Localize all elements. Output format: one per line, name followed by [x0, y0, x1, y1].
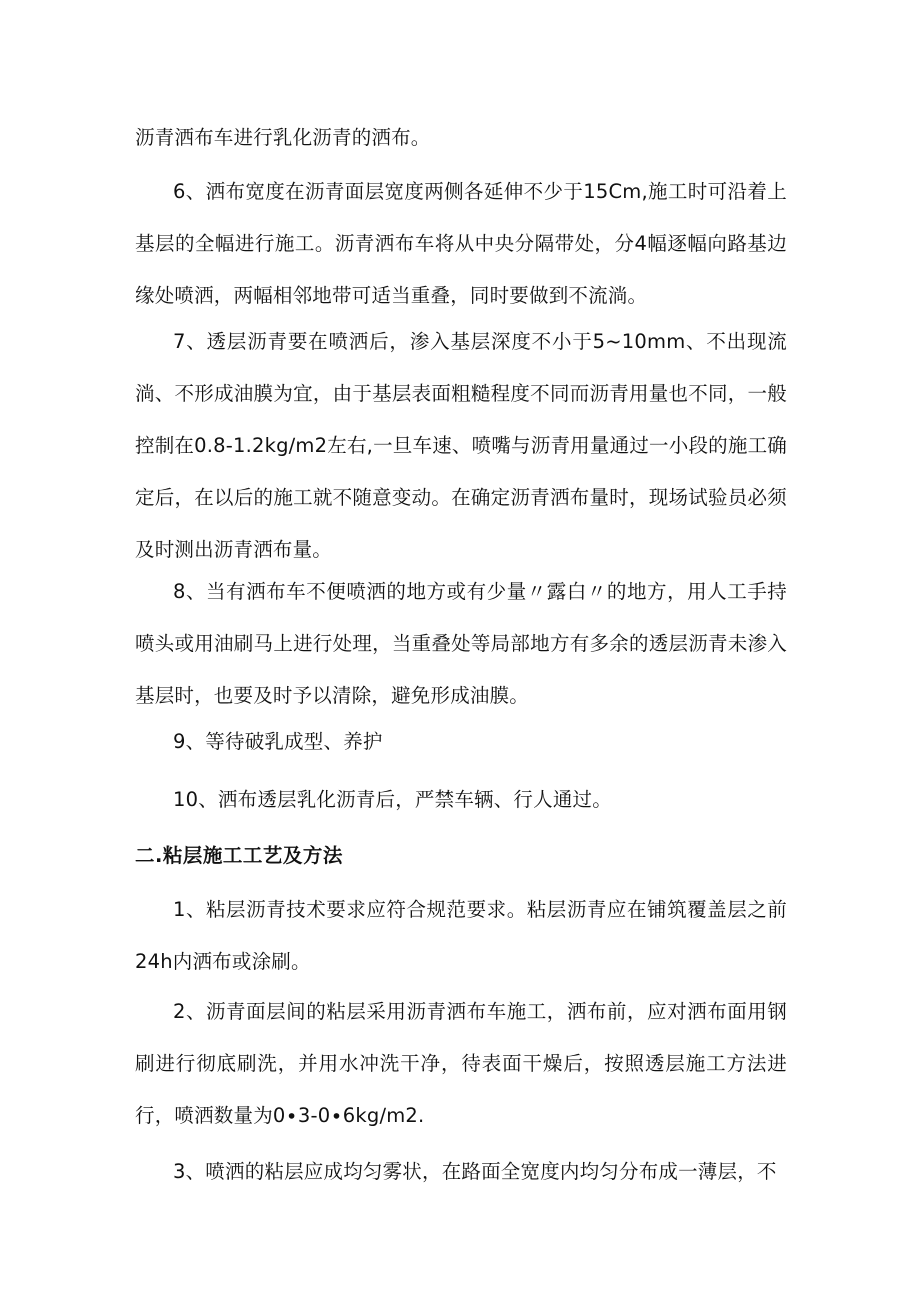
paragraph-item-8: 8、当有洒布车不便喷洒的地方或有少量〃露白〃的地方，用人工手持喷头或用油刷马上进行处理，当重叠处等局部地方有多余的透层沥青未渗入基层时，也要及时予以清除，避免形成油膜。 — [135, 580, 787, 707]
paragraph-item-6: 6、洒布宽度在沥青面层宽度两侧各延伸不少于15Cm,施工时可沿着上基层的全幅进行施工。沥青洒布车将从中央分隔带处，分4幅逐幅向路基边缘处喷洒，两幅相邻地带可适当重叠，同时要做到不流淌。 — [135, 180, 787, 307]
paragraph-item-10: 10、洒布透层乳化沥青后，严禁车辆、行人通过。 — [173, 788, 612, 811]
paragraph-sub-item-1: 1、粘层沥青技术要求应符合规范要求。粘层沥青应在铺筑覆盖层之前24h内洒布或涂刷。 — [135, 898, 787, 973]
section-heading: 二.粘层施工工艺及方法 — [135, 844, 343, 867]
paragraph-sub-item-3: 3、喷洒的粘层应成均匀雾状，在路面全宽度内均匀分布成一薄层，不 — [173, 1160, 777, 1183]
paragraph-item-7: 7、透层沥青要在喷洒后，渗入基层深度不小于5~10mm、不出现流淌、不形成油膜为宜，由于基层表面粗糙程度不同而沥青用量也不同，一般控制在0.8-1.2kg∕m2左右,一旦车速、喷嘴与沥青用量通过一小段的施工确定后，在以后的施工就不随意变动。在确定沥青洒布量时，现场试验员必须及时测出沥青洒布量。 — [135, 330, 787, 561]
paragraph-continuation: 沥青洒布车进行乳化沥青的洒布。 — [135, 126, 431, 149]
paragraph-item-9: 9、等待破乳成型、养护 — [173, 730, 383, 753]
paragraph-sub-item-2: 2、沥青面层间的粘层采用沥青洒布车施工，洒布前，应对洒布面用钢刷进行彻底刷洗，并用水冲洗干净，待表面干燥后，按照透层施工方法进行，喷洒数量为0∙3-0∙6kg∕m2. — [135, 1000, 787, 1127]
